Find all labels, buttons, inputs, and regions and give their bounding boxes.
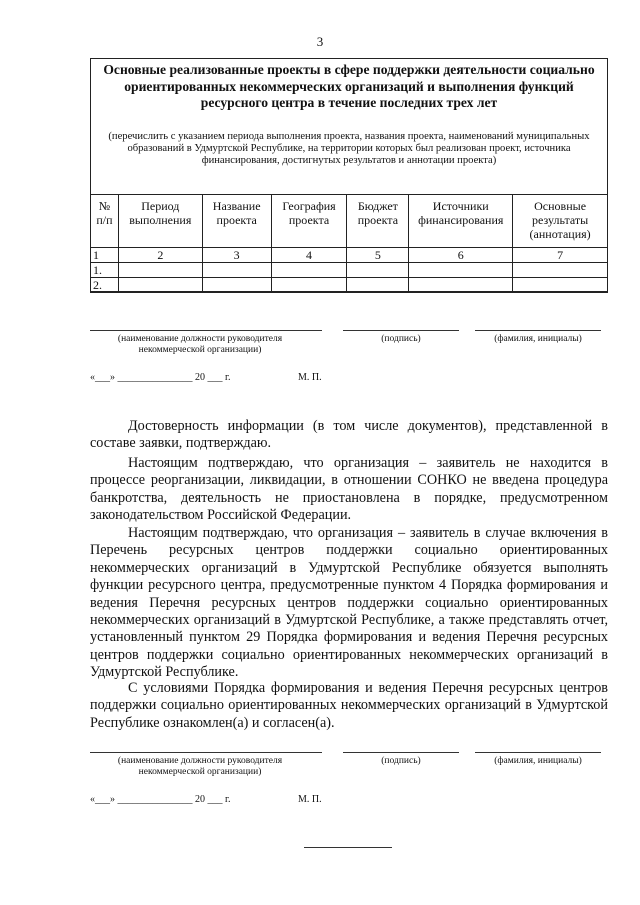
name-caption: (фамилия, инициалы) — [494, 334, 582, 344]
stamp-label: М. П. — [298, 372, 322, 383]
col-number: 6 — [409, 248, 513, 263]
table-cell[interactable] — [202, 278, 271, 293]
position-line[interactable] — [90, 330, 322, 331]
position-caption-2: (наименование должности руководителя некоммерческой организации) — [117, 756, 283, 777]
signature-caption-2: (подпись) — [381, 756, 421, 766]
header-cell: Бюджет проекта — [347, 195, 409, 248]
col-number: 2 — [118, 248, 202, 263]
signature-line-2[interactable] — [343, 752, 459, 753]
stamp-label-2: М. П. — [298, 794, 322, 805]
paragraph-no-reorganization: Настоящим подтверждаю, что организация – заявитель не находится в процессе реорганизации, ликвидации, в отношении СОНКО не введена процедура банкротства, деятельность не приостановлена в порядке, предусмотренном законодательством Российской Федерации. — [90, 455, 608, 524]
table-cell[interactable] — [409, 278, 513, 293]
col-number: 1 — [91, 248, 119, 263]
col-number: 3 — [202, 248, 271, 263]
table-header-row — [91, 195, 608, 248]
signature-line[interactable] — [343, 330, 459, 331]
table-cell[interactable] — [513, 278, 608, 293]
header-cell: № п/п — [91, 195, 119, 248]
paragraph-obligations: Настоящим подтверждаю, что организация – заявитель в случае включения в Перечень ресурсных центров поддержки социально ориентированных некоммерческих организаций в Удмуртской Республике обязуется выполнять функции ресурсного центра, предусмотренные пунктом 4 Порядка формирования и ведения Перечня ресурсных центров поддержки социально ориентированных некоммерческих организаций в Удмуртской Республике, а также представлять отчет, установленный пунктом 29 Порядка формирования и ведения Перечня ресурсных центров поддержки социально ориентированных некоммерческих организаций в Удмуртской Республике. — [90, 525, 608, 681]
row-number: 2. — [91, 278, 119, 293]
paragraph-reliability: Достоверность информации (в том числе документов), представленной в составе заявки, подтверждаю. — [90, 418, 608, 452]
table-cell[interactable] — [118, 278, 202, 293]
table-row — [91, 278, 608, 293]
table-cell[interactable] — [271, 278, 347, 293]
name-caption-2: (фамилия, инициалы) — [494, 756, 582, 766]
position-caption: (наименование должности руководителя некоммерческой организации) — [117, 334, 283, 355]
header-cell: Источники финансирования — [409, 195, 513, 248]
table-cell[interactable] — [271, 263, 347, 278]
date-line-2[interactable]: «___» _______________ 20 ___ г. — [90, 794, 231, 805]
name-line-2[interactable] — [475, 752, 601, 753]
header-cell: Основные результаты (аннотация) — [513, 195, 608, 248]
paragraph-agreement: С условиями Порядка формирования и ведения Перечня ресурсных центров поддержки социально ориентированных некоммерческих организаций в Удмуртской Республике ознакомлен(а) и согласен(а). — [90, 680, 608, 731]
page-number: 3 — [316, 34, 324, 49]
col-number: 4 — [271, 248, 347, 263]
date-line[interactable]: «___» _______________ 20 ___ г. — [90, 372, 231, 383]
table-cell[interactable] — [202, 263, 271, 278]
header-cell: Период выполнения — [118, 195, 202, 248]
table-cell[interactable] — [347, 263, 409, 278]
name-line[interactable] — [475, 330, 601, 331]
projects-table — [90, 194, 608, 293]
section-instructions: (перечислить с указанием периода выполнения проекта, названия проекта, наименований муниципальных образований в Удмуртской Республике, на территории которых был реализован проект, источника финансирования, достигнутых результатов и аннотации проекта) — [108, 131, 590, 166]
signature-caption: (подпись) — [381, 334, 421, 344]
col-number: 7 — [513, 248, 608, 263]
table-cell[interactable] — [118, 263, 202, 278]
table-cell[interactable] — [347, 278, 409, 293]
end-divider — [304, 847, 392, 848]
header-cell: География проекта — [271, 195, 347, 248]
table-row — [91, 263, 608, 278]
column-number-row — [91, 248, 608, 263]
table-cell[interactable] — [513, 263, 608, 278]
position-line-2[interactable] — [90, 752, 322, 753]
col-number: 5 — [347, 248, 409, 263]
table-cell[interactable] — [409, 263, 513, 278]
header-cell: Название проекта — [202, 195, 271, 248]
row-number: 1. — [91, 263, 119, 278]
section-title: Основные реализованные проекты в сфере поддержки деятельности социально ориентированных некоммерческих организаций и выполнения функций ресурсного центра в течение последних трех лет — [103, 62, 595, 110]
